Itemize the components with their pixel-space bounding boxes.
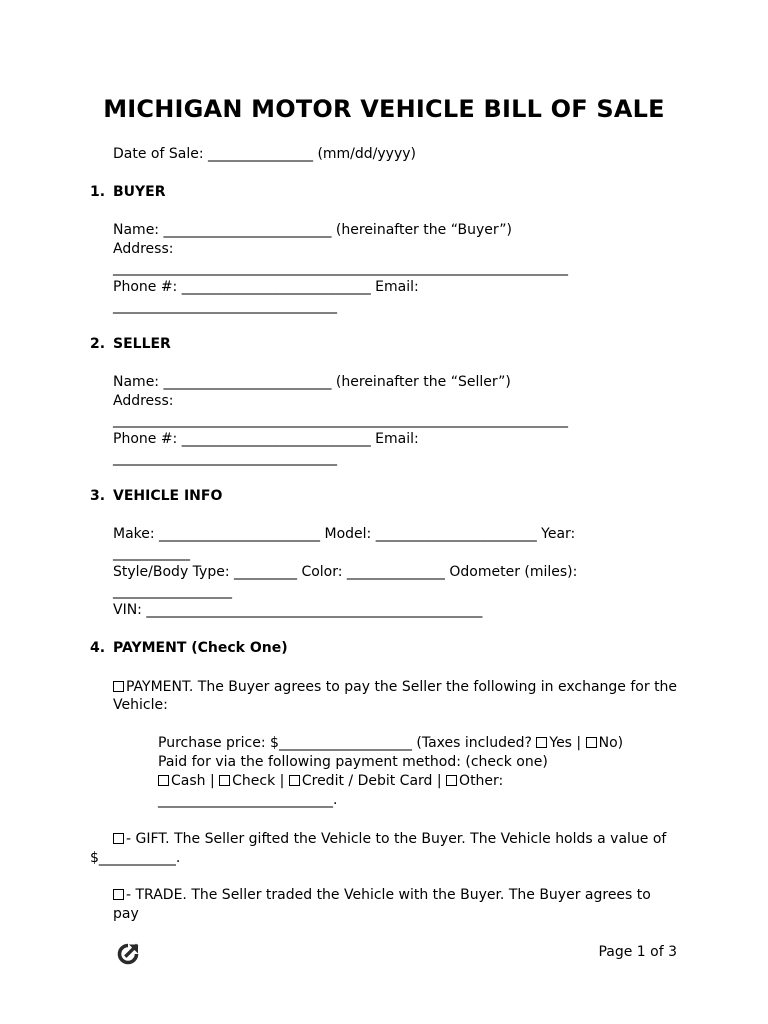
cash-checkbox[interactable] — [158, 775, 169, 786]
taxes-no-label: No) — [598, 735, 624, 751]
section-title-vehicle: VEHICLE INFO — [113, 488, 223, 504]
payment-option-text: PAYMENT. The Buyer agrees to pay the Seller the following in exchange for the — [126, 679, 678, 695]
vehicle-make-model-year-field: Make: _______________________ Model: _______________________ Year: — [113, 526, 576, 542]
payment-method-prompt: Paid for via the following payment method: (check one) — [158, 754, 548, 770]
other-label: Other: — [459, 773, 504, 789]
check-checkbox[interactable] — [219, 775, 230, 786]
vehicle-odometer-line: _________________ — [113, 583, 232, 599]
card-checkbox[interactable] — [289, 775, 300, 786]
section-number-payment: 4. — [90, 640, 106, 656]
vehicle-style-color-odometer-field: Style/Body Type: _________ Color: ______________ Odometer (miles): — [113, 564, 578, 580]
check-label: Check | — [232, 773, 285, 789]
buyer-email-line: ________________________________ — [113, 298, 337, 314]
trade-option-text: - TRADE. The Seller traded the Vehicle with the Buyer. The Buyer agrees to — [126, 887, 651, 903]
buyer-address-label: Address: — [113, 241, 174, 257]
seller-address-label: Address: — [113, 393, 174, 409]
section-number-buyer: 1. — [90, 184, 106, 200]
trade-option-text-continued: pay — [113, 906, 139, 922]
purchase-price-text: Purchase price: $___________________ (Taxes included? — [158, 735, 532, 751]
taxes-yes-checkbox[interactable] — [536, 737, 547, 748]
page-number: Page 1 of 3 — [598, 944, 677, 960]
section-title-buyer: BUYER — [113, 184, 166, 200]
gift-checkbox[interactable] — [113, 833, 124, 844]
document-title: MICHIGAN MOTOR VEHICLE BILL OF SALE — [103, 95, 665, 123]
payment-option-text-continued: Vehicle: — [113, 697, 168, 713]
gift-option-text: - GIFT. The Seller gifted the Vehicle to the Buyer. The Vehicle holds a value of — [126, 831, 667, 847]
card-label: Credit / Debit Card | — [301, 773, 442, 789]
vehicle-vin-field: VIN: ________________________________________________ — [113, 602, 483, 618]
taxes-no-checkbox[interactable] — [586, 737, 597, 748]
seller-name-field: Name: ________________________ (hereinafter the “Seller”) — [113, 374, 511, 390]
trade-checkbox[interactable] — [113, 889, 124, 900]
purchase-price-field — [158, 734, 623, 753]
cash-label: Cash | — [171, 773, 215, 789]
payment-method-options — [158, 772, 503, 791]
trade-option — [113, 886, 651, 905]
section-number-seller: 2. — [90, 336, 106, 352]
buyer-name-field: Name: ________________________ (hereinafter the “Buyer”) — [113, 222, 512, 238]
seller-email-line: ________________________________ — [113, 450, 337, 466]
refresh-arrow-logo-icon — [116, 942, 140, 966]
gift-value-line: $___________. — [90, 850, 181, 866]
seller-phone-email-field: Phone #: ___________________________ Email: — [113, 431, 419, 447]
buyer-address-line: _________________________________________________________________ — [113, 260, 568, 276]
other-method-line: _________________________. — [158, 792, 338, 808]
payment-option — [113, 678, 677, 697]
gift-option — [113, 830, 666, 849]
section-title-seller: SELLER — [113, 336, 171, 352]
seller-address-line: _________________________________________________________________ — [113, 412, 568, 428]
section-number-vehicle: 3. — [90, 488, 106, 504]
vehicle-year-line: ___________ — [113, 545, 190, 561]
date-of-sale-field: Date of Sale: _______________ (mm/dd/yyyy) — [113, 146, 416, 162]
buyer-phone-email-field: Phone #: ___________________________ Email: — [113, 279, 419, 295]
payment-checkbox[interactable] — [113, 681, 124, 692]
other-checkbox[interactable] — [446, 775, 457, 786]
taxes-yes-label: Yes | — [549, 735, 582, 751]
section-title-payment: PAYMENT (Check One) — [113, 640, 288, 656]
